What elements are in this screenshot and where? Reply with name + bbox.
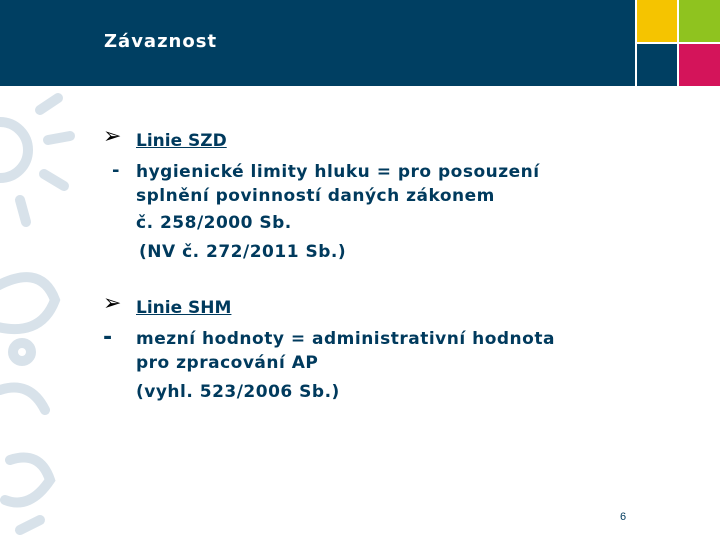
page-number: 6 bbox=[620, 511, 627, 523]
arrow-bullet-icon: ➢ bbox=[103, 124, 122, 149]
section2-line: (vyhl. 523/2006 Sb.) bbox=[136, 382, 340, 402]
section1-line: splnění povinností daných zákonem bbox=[136, 186, 495, 206]
section2-line: pro zpracování AP bbox=[136, 353, 319, 373]
sun-watermark-icon bbox=[0, 90, 80, 540]
section2-dash: - bbox=[103, 325, 113, 350]
slide-title: Závaznost bbox=[104, 31, 218, 52]
header-bar bbox=[0, 0, 635, 86]
green-square bbox=[679, 0, 720, 42]
red-square bbox=[679, 44, 720, 86]
section1-line: (NV č. 272/2011 Sb.) bbox=[139, 242, 347, 262]
section1-line: hygienické limity hluku = pro posouzení bbox=[136, 162, 540, 182]
section2-line: mezní hodnoty = administrativní hodnota bbox=[136, 329, 555, 349]
section1-line: č. 258/2000 Sb. bbox=[136, 213, 292, 233]
yellow-square bbox=[637, 0, 677, 42]
navy-square bbox=[637, 44, 677, 86]
section1-heading: Linie SZD bbox=[136, 131, 227, 151]
section1-dash: - bbox=[112, 160, 120, 181]
section2-heading: Linie SHM bbox=[136, 298, 232, 318]
arrow-bullet-icon: ➢ bbox=[103, 291, 122, 316]
